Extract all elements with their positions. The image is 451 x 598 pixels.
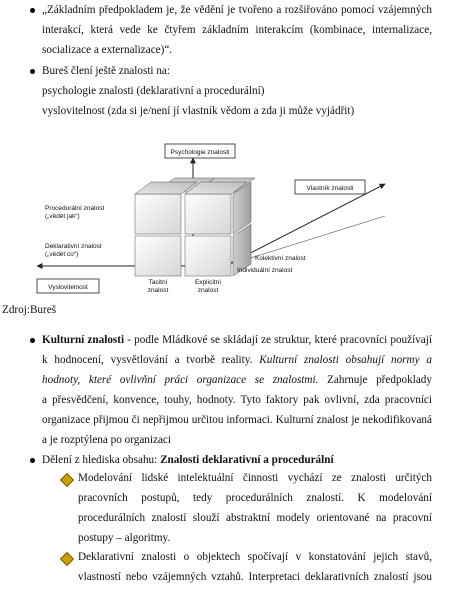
explicit-label: Explicitní [194,279,222,286]
collective-label: Kolektivní znalost [255,255,306,262]
text-span: Dělení z hlediska obsahu: [42,454,161,466]
italic-span: Kulturní znalosti obsahují normy a [259,354,432,366]
paragraph-line: Deklarativní znalosti o objektech spočívají v konstatování jejich stavů, [78,551,432,563]
left-label: Vyslovitelnost [48,284,88,291]
top-label: Psychologie znalosti [170,149,230,156]
paragraph-line: Bureš člení ještě znalosti na: [42,65,170,77]
knowledge-cube-diagram [25,136,405,302]
paragraph-line: organizace přijmou či nepřijmou určitou informaci. Kulturní znalost je nekodifikovaná [42,414,432,426]
bullet-dot [30,8,35,13]
tacit-label: Tacitní [148,279,168,286]
bullet-dot [30,69,35,74]
right-label: Vlastník znalosti [306,185,354,192]
section-line [42,450,334,470]
paragraph-line: „Základním předpokladem je, že vědění je tvořeno a rozšiřováno pomocí vzájemných [42,4,432,16]
paragraph-line: pracovních postupů, tedy procedurálních znalostí. K modelování [78,492,432,504]
paragraph-line: a přesvědčení, konvence, touhy, hodnoty. Tyto faktory pak ovlivní, zda pracovníci [42,394,432,406]
paragraph-line: interakcí, která vede ke čtyřem základním interakcím (kombinace, internalizace, [42,24,432,36]
paragraph-line [42,370,432,390]
paragraph-line: vlastností nebo vzájemných vztahů. Interpretaci deklarativních znalostí jsou [78,571,432,583]
paragraph-line: vyslovitelnost (zda si je/není jí vlastník vědom a zda ji může vyjádřit) [42,105,355,117]
paragraph-line: a je rozptýlena po organizaci [42,434,172,446]
tacit-sub: znalost [147,287,169,294]
procedural-label: Procedurální znalost [45,205,105,212]
declarative-label: Deklarativní znalost [45,243,102,250]
diamond-bullet-icon [60,552,74,566]
text-span: Zahrnuje předpoklady [318,374,432,386]
italic-span: hodnoty, které ovlivňní práci organizace se znalostmi. [42,374,319,386]
paragraph-line: procedurálních znalostí slouží abstraktní modely orientované na pracovní [78,512,432,524]
declarative-sub: („vědět co“) [45,251,79,258]
explicit-sub: znalost [197,287,219,294]
paragraph-line [42,330,432,350]
term-bold: Kulturní znalosti [42,334,125,346]
diamond-bullet-icon [60,473,74,487]
section-title: Znalosti deklarativní a procedurální [160,454,334,466]
paragraph-line: socializace a externalizace)“. [42,44,173,56]
cube-blocks [135,178,255,276]
bullet-dot [30,338,35,343]
individual-label: Individuální znalost [237,267,293,274]
paragraph-line: psychologie znalosti (deklarativní a procedurální) [42,85,265,97]
paragraph-line [42,350,432,370]
procedural-sub: („vědět jak“) [45,213,80,220]
paragraph-line: postupy – algoritmy. [78,532,171,544]
source-line: Zdroj:Bureš [2,304,57,316]
bullet-dot [30,458,35,463]
text-span: k hodnocení, vysvětlování a tvorbě reality. [42,354,260,366]
paragraph-line: Modelování lidské intelektuální činnosti vychází ze znalosti určitých [78,472,432,484]
text-span: - podle Mládkové se skládají ze struktur, které pracovníci používají [124,334,432,346]
